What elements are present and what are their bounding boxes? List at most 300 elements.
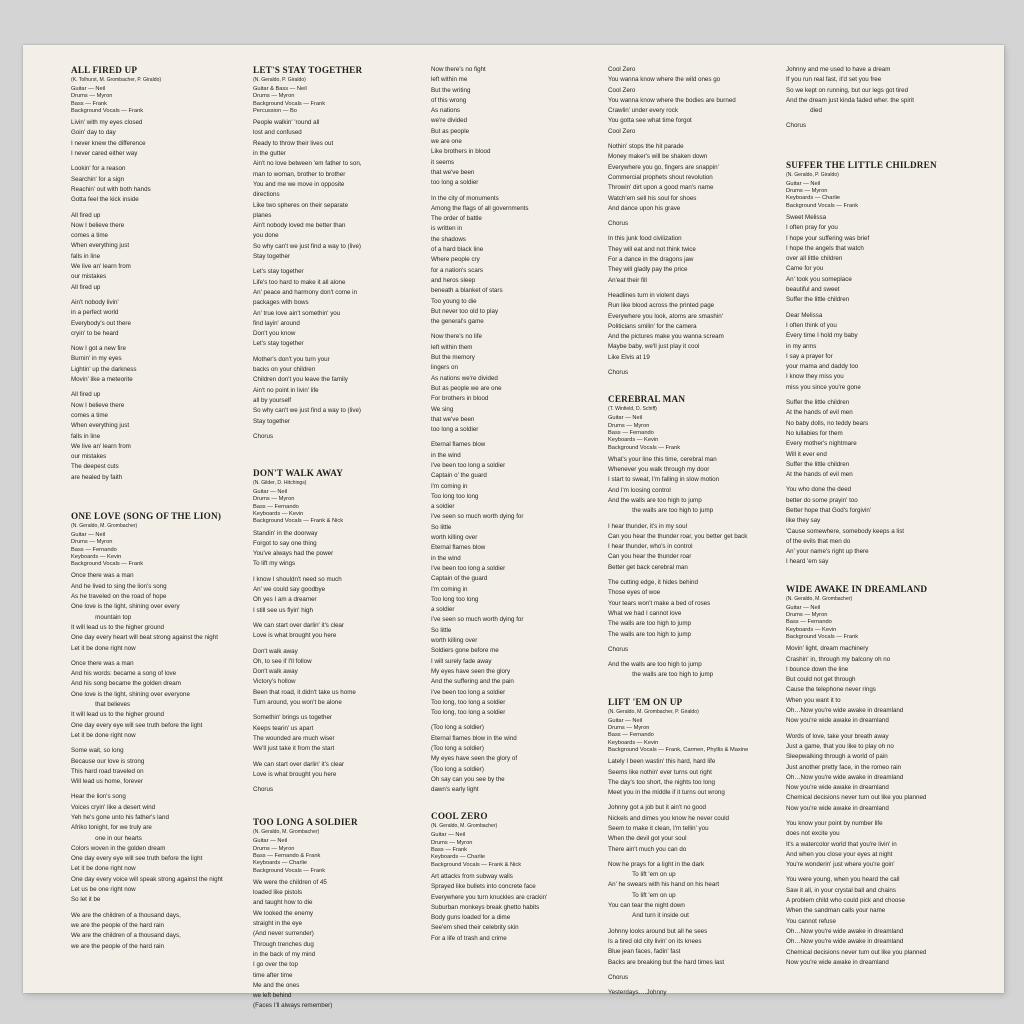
lyric-line: like they say bbox=[786, 517, 821, 525]
lyric-line: Saw it all, in your crystal ball and chains bbox=[786, 886, 896, 894]
lyric-line: Livin' with my eyes closed bbox=[71, 119, 143, 127]
lyric-line: Suburban monkeys break ghetto habits bbox=[431, 903, 540, 911]
lyric-line: Cool Zero bbox=[608, 127, 636, 135]
lyric-line: We can start over darlin' it's clear bbox=[253, 621, 345, 629]
lyric-line: Suffer the little children bbox=[786, 460, 850, 468]
lyric-line: An' true love ain't somethin' you bbox=[253, 309, 341, 317]
lyric-line: We looked the enemy bbox=[253, 909, 314, 917]
lyric-line: It will lead us to the higher ground bbox=[71, 623, 165, 631]
lyric-line: the general's game bbox=[431, 318, 484, 326]
lyric-line: We were the children of 45 bbox=[253, 878, 327, 886]
lyric-line: Words of love, take your breath away bbox=[786, 732, 889, 740]
lyric-line: The walls are too high to jump bbox=[608, 630, 691, 638]
lyric-line: Headlines turn in violent days bbox=[608, 291, 690, 299]
lyric-line: I say a prayer for bbox=[786, 352, 833, 360]
lyric-line: the walls are too high to jump bbox=[632, 671, 714, 679]
lyric-line: Every mother's nightmare bbox=[786, 440, 857, 448]
lyric-line: Crawlin' under every rock bbox=[608, 107, 678, 115]
personnel-line: Guitar — Neil bbox=[786, 180, 821, 187]
lyric-line: And the walls are too high to jump bbox=[608, 661, 702, 669]
lyric-line: The cutting edge, it hides behind bbox=[608, 579, 698, 587]
lyric-line: An' peace and harmony don't come in bbox=[253, 288, 358, 296]
lyric-line: in the back of my mind bbox=[253, 950, 316, 958]
lyric-line: Let us be one right now bbox=[71, 886, 136, 894]
column-1 bbox=[71, 65, 249, 952]
lyric-line: Will lead us home, forever bbox=[71, 778, 143, 786]
personnel-line: Background Vocals — Frank bbox=[71, 107, 144, 114]
lyric-line: But could not get through bbox=[786, 676, 856, 684]
lyric-line: Too young to die bbox=[431, 297, 477, 305]
personnel-line: Background Vocals — Frank bbox=[786, 202, 859, 209]
lyric-line: (Too long a soldier) bbox=[431, 724, 484, 732]
song-title: ALL FIRED UP bbox=[71, 65, 138, 75]
song-title: ONE LOVE (SONG OF THE LION) bbox=[71, 510, 222, 521]
song-title: CEREBRAL MAN bbox=[608, 394, 686, 405]
song-title: LET'S STAY TOGETHER bbox=[253, 65, 363, 75]
lyric-line: Stay together bbox=[253, 253, 290, 261]
lyric-line: We sing bbox=[431, 405, 454, 413]
lyric-line: Movin' like a meteorite bbox=[71, 376, 133, 384]
lyric-line: Oh…Now you're wide awake in dreamland bbox=[786, 927, 904, 935]
lyric-line: directions bbox=[253, 191, 280, 199]
lyric-line: Among the flags of all governments bbox=[431, 204, 529, 212]
lyric-line: are healed by faith bbox=[71, 473, 123, 481]
lyric-line: and heros sleep bbox=[431, 276, 476, 284]
lyric-line: Forgot to say one thing bbox=[253, 539, 317, 547]
lyric-line: A problem child who could pick and choose bbox=[786, 897, 905, 905]
lyric-line: Now you're wide awake in dreamland bbox=[786, 958, 889, 966]
lyric-line: For a life of trash and crime bbox=[431, 934, 507, 942]
personnel-line: Bass — Fernando bbox=[786, 619, 832, 626]
lyric-line: backs on your children bbox=[253, 366, 316, 374]
lyric-line: Your tears won't make a bed of roses bbox=[608, 599, 711, 607]
lyric-line: Sprayed like bullets into concrete face bbox=[431, 883, 536, 891]
lyric-line: One love is the light, shining over everyone bbox=[71, 690, 190, 698]
lyric-line: All fired up bbox=[71, 283, 101, 291]
lyric-line: Just another pretty face, in the romeo rain bbox=[786, 763, 902, 771]
lyric-line: Sweet Melissa bbox=[786, 213, 827, 221]
lyric-line: Oh say can you see by the bbox=[431, 775, 505, 783]
lyric-line: My eyes have seen the glory of bbox=[431, 755, 518, 763]
lyric-line: falls in line bbox=[71, 252, 101, 260]
lyric-line: we are the people of the hard rain bbox=[71, 921, 165, 929]
lyric-line: So little bbox=[431, 626, 452, 634]
lyric-line: But never too old to play bbox=[431, 307, 499, 315]
lyric-line: I will surely fade away bbox=[431, 657, 492, 665]
lyric-line: All fired up bbox=[71, 391, 101, 399]
lyric-line: Blue jean faces, fadin' fast bbox=[608, 948, 681, 956]
lyric-line: in the wind bbox=[431, 554, 461, 562]
lyric-line: I still see us flyin' high bbox=[253, 606, 313, 614]
lyric-line: When the sandman calls your name bbox=[786, 907, 886, 915]
lyric-line: Eternal flames blow bbox=[431, 544, 486, 552]
lyric-line: And the walls are too high to jump bbox=[608, 496, 702, 504]
personnel-line: Drums — Myron bbox=[786, 188, 828, 195]
lyric-line: Reachin' out with both hands bbox=[71, 185, 151, 193]
lyric-line: one in our hearts bbox=[95, 834, 142, 842]
lyric-line: I've seen so much worth dying for bbox=[431, 616, 524, 624]
lyric-line: Like brothers in blood bbox=[431, 148, 491, 156]
lyric-line: your mama and daddy too bbox=[786, 363, 859, 371]
lyric-line: miss you since you're gone bbox=[786, 383, 861, 391]
lyric-line: You've always had the power bbox=[253, 550, 334, 558]
lyric-line: beneath a blanket of stars bbox=[431, 287, 503, 295]
lyric-line: Oh…Now you're wide awake in dreamland bbox=[786, 773, 904, 781]
lyric-line: The wounded are much wiser bbox=[253, 734, 335, 742]
lyric-line: An' took you someplace bbox=[786, 275, 852, 283]
lyric-line: As nations we're divided bbox=[431, 374, 498, 382]
lyric-line: Johnny got a job but it ain't no good bbox=[608, 804, 707, 812]
lyric-line: I hear thunder, who's in control bbox=[608, 543, 693, 551]
personnel-line: Background Vocals — Frank bbox=[253, 867, 326, 874]
lyric-line: Dear Melissa bbox=[786, 311, 823, 319]
lyrics bbox=[71, 571, 249, 951]
lyric-line: One day every voice will speak strong against the night bbox=[71, 875, 223, 883]
lyric-line: of the evils that men do bbox=[786, 537, 851, 545]
lyric-line: our mistakes bbox=[71, 453, 107, 461]
lyric-line: I've been too long a soldier bbox=[431, 461, 506, 469]
lyric-line: Afriko tonight, for we truly are bbox=[71, 824, 152, 832]
lyric-line: One love is the light, shining over every bbox=[71, 603, 180, 611]
lyric-line: worth killing over bbox=[431, 534, 478, 542]
lyric-line: Once there was a man bbox=[71, 572, 134, 580]
lyric-line: Turn around, you won't be alone bbox=[253, 699, 342, 707]
lyric-line: Ain't nobody loved me better than bbox=[253, 222, 346, 230]
lyric-line: I go over the top bbox=[253, 961, 298, 969]
lyric-line: too long a soldier bbox=[431, 179, 479, 187]
lyric-line: It will lead us to the higher ground bbox=[71, 711, 165, 719]
lyric-line: Everywhere you go, fingers are snappin' bbox=[608, 163, 719, 171]
personnel-list bbox=[786, 605, 986, 641]
lyric-line: Maybe baby, we'll just play it cool bbox=[608, 343, 700, 351]
lyrics bbox=[431, 872, 611, 944]
lyric-line: So little bbox=[431, 523, 452, 531]
lyric-line: What we had I cannot love bbox=[608, 609, 682, 617]
lyric-line: in the gutter bbox=[253, 150, 286, 158]
lyrics bbox=[71, 118, 249, 483]
lyric-line: So why can't we just find a way to (live) bbox=[253, 242, 362, 250]
lyric-line: At the hands of evil men bbox=[786, 409, 853, 417]
lyric-line: all by yourself bbox=[253, 396, 292, 404]
lyric-line: Can you hear the thunder roar bbox=[608, 553, 692, 561]
lyric-line: So we kept on running, but our legs got tired bbox=[786, 86, 909, 94]
lyric-line: does not excite you bbox=[786, 830, 840, 838]
lyric-line: Suffer the little children bbox=[786, 399, 850, 407]
song-title: WIDE AWAKE IN DREAMLAND bbox=[786, 583, 928, 594]
lyric-line: we're divided bbox=[431, 117, 468, 125]
songwriter-credits: (N. Geraldo, M. Grombacher) bbox=[431, 823, 498, 830]
lyric-line: See'em shed their celebrity skin bbox=[431, 924, 519, 932]
column-5 bbox=[786, 65, 986, 968]
lyric-line: I heard 'em say bbox=[786, 558, 829, 566]
lyric-line: To lift my wings bbox=[253, 560, 296, 568]
personnel-line: Drums — Myron bbox=[71, 93, 113, 100]
lyric-line: falls in line bbox=[71, 432, 101, 440]
lyric-line: I start to sweat, I'm falling in slow motion bbox=[608, 476, 720, 484]
lyric-line: and taught how to die bbox=[253, 899, 313, 907]
personnel-line: Background Vocals — Frank & Nick bbox=[253, 518, 344, 525]
lyric-line: Throwin' dirt upon a good man's name bbox=[608, 184, 714, 192]
lyric-line: Like two spheres on their separate bbox=[253, 201, 349, 209]
lyric-line: Chorus bbox=[608, 645, 629, 653]
lyric-line: When everything just bbox=[71, 422, 130, 430]
lyric-line: I bounce down the line bbox=[786, 665, 849, 673]
lyric-line: mountain top bbox=[95, 613, 132, 621]
lyric-line: Eternal flames blow in the wind bbox=[431, 734, 517, 742]
personnel-line: Bass — Fernando bbox=[71, 546, 117, 553]
lyric-line: For brothers in blood bbox=[431, 395, 489, 403]
lyric-line: Victory's hollow bbox=[253, 678, 296, 686]
lyric-line: too long a soldier bbox=[431, 426, 479, 434]
lyric-line: I never knew the difference bbox=[71, 139, 146, 147]
lyric-line: But as people bbox=[431, 127, 470, 135]
lyric-line: I often think of you bbox=[786, 321, 837, 329]
personnel-list bbox=[253, 489, 431, 525]
lyric-line: Suffer the little children bbox=[786, 296, 850, 304]
lyric-line: In this junk food civilization bbox=[608, 235, 682, 243]
lyric-line: But the writing bbox=[431, 86, 471, 94]
lyric-line: that we've been bbox=[431, 415, 475, 423]
lyric-line: Eternal flames blow bbox=[431, 441, 486, 449]
lyric-line: And his song became the golden dream bbox=[71, 680, 181, 688]
songwriter-credits: (N. Gilder, D. Hitchings) bbox=[253, 480, 307, 487]
lyric-line: Goin' day to day bbox=[71, 129, 116, 137]
lyric-line: we are the people of the hard rain bbox=[71, 942, 165, 950]
lyric-line: time after time bbox=[253, 971, 293, 979]
lyric-line: The order of battle bbox=[431, 215, 482, 223]
lyric-line: Through trenches dug bbox=[253, 940, 314, 948]
songwriter-credits: (N. Geraldo, P. Giraldo) bbox=[786, 171, 839, 178]
lyric-line: Seem to make it clean, I'm tellin' you bbox=[608, 825, 709, 832]
lyric-line: Oh…Now you're wide awake in dreamland bbox=[786, 707, 904, 715]
songwriter-credits: (N. Geraldo, M. Grombacher, P. Giraldo) bbox=[608, 708, 699, 715]
lyric-line: it seems bbox=[431, 158, 455, 166]
lyric-line: loaded like pistols bbox=[253, 889, 303, 897]
lyric-line: beautiful and sweet bbox=[786, 286, 840, 294]
lyric-line: is written in bbox=[431, 225, 463, 233]
lyric-line: Some wait, so long bbox=[71, 747, 124, 755]
lyric-line: Art attacks from subway walls bbox=[431, 872, 513, 880]
lyric-line: The deepest cuts bbox=[71, 463, 119, 471]
lyric-line: An'eat their fill bbox=[608, 276, 647, 284]
lyric-line: Came for you bbox=[786, 265, 824, 273]
personnel-line: Drums — Myron bbox=[71, 539, 113, 546]
lyric-line: And when you close your eyes at night bbox=[786, 850, 893, 858]
song-block bbox=[253, 468, 431, 795]
lyric-line: At the hands of evil men bbox=[786, 471, 853, 479]
lyric-line: Will it ever end bbox=[786, 450, 827, 458]
lyric-line: Ain't nobody livin' bbox=[71, 298, 119, 306]
lyric-line: straight in the eye bbox=[253, 920, 303, 928]
lyric-line: dawn's early light bbox=[431, 786, 479, 794]
personnel-line: Background Vocals — Frank bbox=[253, 100, 326, 107]
lyric-line: Hear the lion's song bbox=[71, 793, 126, 801]
lyric-line: One day every heart will beat strong against the night bbox=[71, 634, 218, 642]
lyric-line: Everywhere you turn knuckles are crackin' bbox=[431, 893, 548, 901]
lyric-line: you done bbox=[253, 232, 279, 240]
song-block bbox=[608, 394, 788, 680]
lyric-line: Everywhere you look, atoms are smashin' bbox=[608, 312, 723, 320]
lyric-line: Now I got a new fire bbox=[71, 345, 126, 353]
lyric-line: Chorus bbox=[253, 786, 274, 794]
personnel-line: Bass — Fernando & Frank bbox=[253, 853, 321, 859]
lyric-line: Now there's no fight bbox=[431, 66, 486, 73]
lyric-line: An' your name's right up there bbox=[786, 548, 869, 556]
lyric-line: Now there's no life bbox=[431, 333, 482, 341]
lyric-line: Is a tired old city livin' on its knees bbox=[608, 937, 702, 945]
lyric-line: left within me bbox=[431, 76, 468, 84]
lyric-line: for a nation's scars bbox=[431, 266, 484, 274]
lyric-line: Everybody's out there bbox=[71, 319, 131, 327]
songwriter-credits: (T. Winfield, D. Schiff) bbox=[608, 406, 657, 413]
lyric-line: Don't walk away bbox=[253, 668, 298, 676]
lyric-line: that believes bbox=[95, 701, 131, 709]
lyric-line: Nickels and dimes you know he never could bbox=[608, 814, 730, 822]
lyrics bbox=[786, 65, 986, 132]
lyric-line: And the pictures make you wanna scream bbox=[608, 333, 724, 341]
song-block bbox=[431, 65, 611, 795]
personnel-list bbox=[786, 181, 986, 210]
lyric-line: Now you're wide awake in dreamland bbox=[786, 784, 889, 792]
lyric-line: When everything just bbox=[71, 242, 130, 250]
lyric-line: They will eat and not think twice bbox=[608, 245, 696, 253]
lyric-line: Johnny looks around but all he sees bbox=[608, 927, 708, 935]
column-2 bbox=[253, 65, 431, 1012]
lyric-line: a soldier bbox=[431, 503, 455, 511]
personnel-line: Keyboards — Kevin bbox=[253, 510, 304, 517]
lyric-line: My eyes have seen the glory bbox=[431, 667, 511, 675]
lyric-line: Once there was a man bbox=[71, 659, 134, 667]
lyric-line: You wanna know where the wild ones go bbox=[608, 76, 721, 84]
lyric-line: You wanna know where the bodies are burned bbox=[608, 96, 736, 104]
lyric-line: We'll just take it from the start bbox=[253, 745, 335, 753]
lyric-line: Cool Zero bbox=[608, 86, 636, 94]
song-block bbox=[786, 584, 986, 968]
personnel-line: Bass — Fernando bbox=[608, 429, 654, 436]
lyrics bbox=[253, 529, 431, 796]
lyric-line: One day every eye will see truth before the light bbox=[71, 721, 203, 729]
lyric-line: And the dream just kinda faded wher. the spirit bbox=[786, 96, 914, 104]
lyric-line: To lift 'em on up bbox=[632, 891, 676, 899]
lyric-line: And dance upon his grave bbox=[608, 204, 681, 212]
song-title: DON'T WALK AWAY bbox=[253, 468, 344, 479]
lyric-line: (Too long a soldier) bbox=[431, 765, 484, 773]
lyric-line: died bbox=[810, 107, 822, 115]
lyric-line: the shadows bbox=[431, 235, 466, 243]
personnel-line: Keyboards — Charlie bbox=[253, 860, 308, 867]
lyric-line: Children don't you leave the family bbox=[253, 376, 348, 384]
lyric-line: Oh yes I am a dreamer bbox=[253, 596, 317, 604]
song-block bbox=[608, 65, 788, 378]
lyric-line: Money maker's will be shaken down bbox=[608, 153, 708, 161]
personnel-line: Keyboards — Kevin bbox=[71, 553, 122, 560]
lyric-line: Colors woven in the golden dream bbox=[71, 844, 166, 852]
lyric-line: I've been too long a soldier bbox=[431, 564, 506, 572]
lyric-line: I hope your suffering was brief bbox=[786, 234, 870, 242]
song-block bbox=[431, 811, 611, 944]
lyric-line: Meet you in the middle if it turns out wrong bbox=[608, 789, 725, 797]
personnel-line: Drums — Myron bbox=[608, 422, 650, 429]
lyric-line: No lullabies for them bbox=[786, 429, 843, 437]
lyric-line: Lookin' for a reason bbox=[71, 165, 126, 173]
lyric-line: Run like blood across the printed page bbox=[608, 302, 715, 310]
lyric-line: Captain o' the guard bbox=[431, 472, 487, 480]
song-title: LIFT 'EM ON UP bbox=[608, 696, 683, 707]
lyric-line: And turn it inside out bbox=[632, 912, 689, 920]
lyric-line: Too long too long bbox=[431, 492, 479, 500]
lyric-line: of this wrong bbox=[431, 96, 467, 104]
song-title: SUFFER THE LITTLE CHILDREN bbox=[786, 159, 937, 170]
lyric-line: Don't walk away bbox=[253, 647, 298, 655]
lyric-line: Now he prays for a light in the dark bbox=[608, 860, 705, 868]
personnel-line: Drums — Myron bbox=[253, 845, 295, 852]
personnel-list bbox=[71, 532, 249, 568]
lyric-line: When you want it to bbox=[786, 696, 841, 704]
lyric-line: Chemical decisions never turn out like you planned bbox=[786, 794, 927, 802]
personnel-line: Guitar — Neil bbox=[608, 415, 643, 422]
lyric-line: we left behind bbox=[253, 992, 292, 1000]
lyric-line: One day every eye will see truth before the light bbox=[71, 855, 203, 863]
lyric-line: man to woman, brother to brother bbox=[253, 170, 346, 178]
lyric-line: You know your point by number life bbox=[786, 820, 883, 827]
lyric-line: Now you're wide awake in dreamland bbox=[786, 804, 889, 812]
lyric-line: Commercial prophets shout revolution bbox=[608, 173, 713, 181]
lyric-line: Burnin' in my eyes bbox=[71, 355, 122, 363]
lyric-line: The day's too short, the nights too long bbox=[608, 778, 715, 786]
lyric-line: There ain't much you can do bbox=[608, 845, 687, 853]
lyric-line: packages with bows bbox=[253, 299, 309, 307]
lyric-line: As he traveled on the road of hope bbox=[71, 593, 167, 601]
songwriter-credits: (N. Geraldo, M. Grombacher) bbox=[71, 522, 138, 529]
song-title: TOO LONG A SOLDIER bbox=[253, 817, 358, 828]
lyrics bbox=[608, 757, 788, 998]
lyric-line: We are the children of a thousand days, bbox=[71, 932, 181, 940]
lyric-line: cryin' to be heard bbox=[71, 329, 119, 337]
lyric-line: (Faces I'll always remember) bbox=[253, 1002, 333, 1010]
songwriter-credits: (N. Geraldo, M. Grombacher) bbox=[786, 595, 853, 602]
lyric-line: We can start over darlin' it's clear bbox=[253, 760, 345, 768]
lyric-line: Body guns loaded for a dime bbox=[431, 914, 511, 922]
lyric-line: You were young, when you heard the call bbox=[786, 876, 900, 884]
lyric-line: You and me we move in opposite bbox=[253, 180, 345, 188]
lyric-line: And he lived to sing the lion's song bbox=[71, 582, 167, 590]
personnel-line: Background Vocals — Frank bbox=[608, 444, 681, 451]
lyric-line: I've seen so much worth dying for bbox=[431, 513, 524, 521]
personnel-line: Drums — Myron bbox=[253, 496, 295, 503]
lyric-line: You cannot refuse bbox=[786, 917, 836, 925]
personnel-line: Guitar — Neil bbox=[786, 604, 821, 611]
lyric-line: Chemical decisions never turn out like you planned bbox=[786, 948, 927, 956]
lyrics bbox=[786, 644, 986, 968]
lyric-line: Voices cryin' like a desert wind bbox=[71, 803, 156, 811]
lyric-line: Gotta feel the kick inside bbox=[71, 196, 139, 204]
column-3 bbox=[431, 65, 611, 944]
lyric-line: Soldiers gone before me bbox=[431, 647, 499, 655]
lyric-line: I know they miss you bbox=[786, 373, 844, 381]
lyric-line: 'Cause somewhere, somebody keeps a list bbox=[786, 527, 905, 535]
lyric-line: The walls are too high to jump bbox=[608, 620, 691, 628]
lyric-line: Where people cry bbox=[431, 256, 480, 264]
personnel-line: Bass — Fernando bbox=[608, 732, 654, 739]
lyric-line: Keeps tearin' us apart bbox=[253, 724, 314, 732]
lyric-line: of a hard black line bbox=[431, 246, 484, 254]
lyric-line: Just a game, that you like to play oh no bbox=[786, 742, 894, 750]
personnel-list bbox=[608, 718, 788, 754]
lyric-line: All fired up bbox=[71, 211, 101, 219]
lyric-line: Seems like nothin' ever turns out right bbox=[608, 768, 712, 776]
lyric-line: Let it be done right now bbox=[71, 865, 136, 873]
lyrics bbox=[608, 65, 788, 378]
